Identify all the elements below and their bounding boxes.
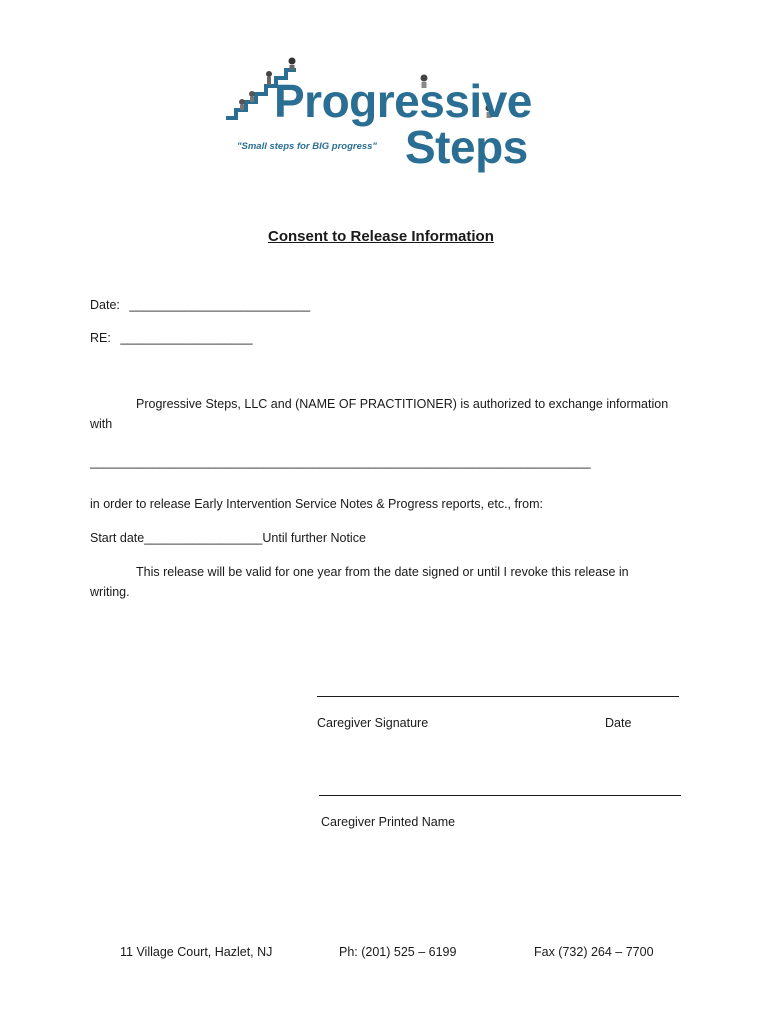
authorization-line-2: with bbox=[90, 417, 113, 431]
date-field bbox=[90, 298, 310, 312]
caregiver-signature-line[interactable] bbox=[317, 696, 679, 697]
re-blank[interactable]: ___________________ bbox=[120, 331, 253, 345]
start-date-blank[interactable]: _________________ bbox=[144, 531, 263, 545]
caregiver-printed-name-label: Caregiver Printed Name bbox=[321, 815, 456, 829]
caregiver-printed-name-line[interactable] bbox=[319, 795, 681, 796]
footer-fax: Fax (732) 264 – 7700 bbox=[534, 945, 654, 959]
authorization-line-1: Progressive Steps, LLC and (NAME OF PRACTITIONER) is authorized to exchange information bbox=[136, 397, 669, 411]
date-blank[interactable]: __________________________ bbox=[129, 298, 311, 312]
company-logo bbox=[222, 52, 552, 217]
logo-tagline: "Small steps for BIG progress" bbox=[237, 141, 377, 152]
footer-address: 11 Village Court, Hazlet, NJ bbox=[120, 945, 273, 959]
footer-phone: Ph: (201) 525 – 6199 bbox=[339, 945, 457, 959]
validity-line-2: writing. bbox=[90, 585, 130, 599]
recipient-blank[interactable]: ________________________________________________________________________ bbox=[90, 455, 591, 469]
re-field bbox=[90, 331, 252, 345]
document-title: Consent to Release Information bbox=[268, 228, 494, 245]
caregiver-signature-label: Caregiver Signature bbox=[317, 716, 429, 730]
re-label: RE: bbox=[90, 331, 111, 345]
date-label: Date: bbox=[90, 298, 120, 312]
start-date-field bbox=[90, 531, 366, 545]
start-date-label: Start date bbox=[90, 531, 145, 545]
until-notice-text: Until further Notice bbox=[262, 531, 366, 545]
signature-date-label: Date bbox=[605, 716, 632, 730]
logo-word-steps: Steps bbox=[405, 121, 528, 173]
logo-word-progressive: Progressive bbox=[274, 75, 532, 127]
validity-line-1: This release will be valid for one year from the date signed or until I revoke this release in bbox=[136, 565, 629, 579]
release-purpose-line: in order to release Early Intervention Service Notes & Progress reports, etc., from: bbox=[90, 497, 543, 511]
